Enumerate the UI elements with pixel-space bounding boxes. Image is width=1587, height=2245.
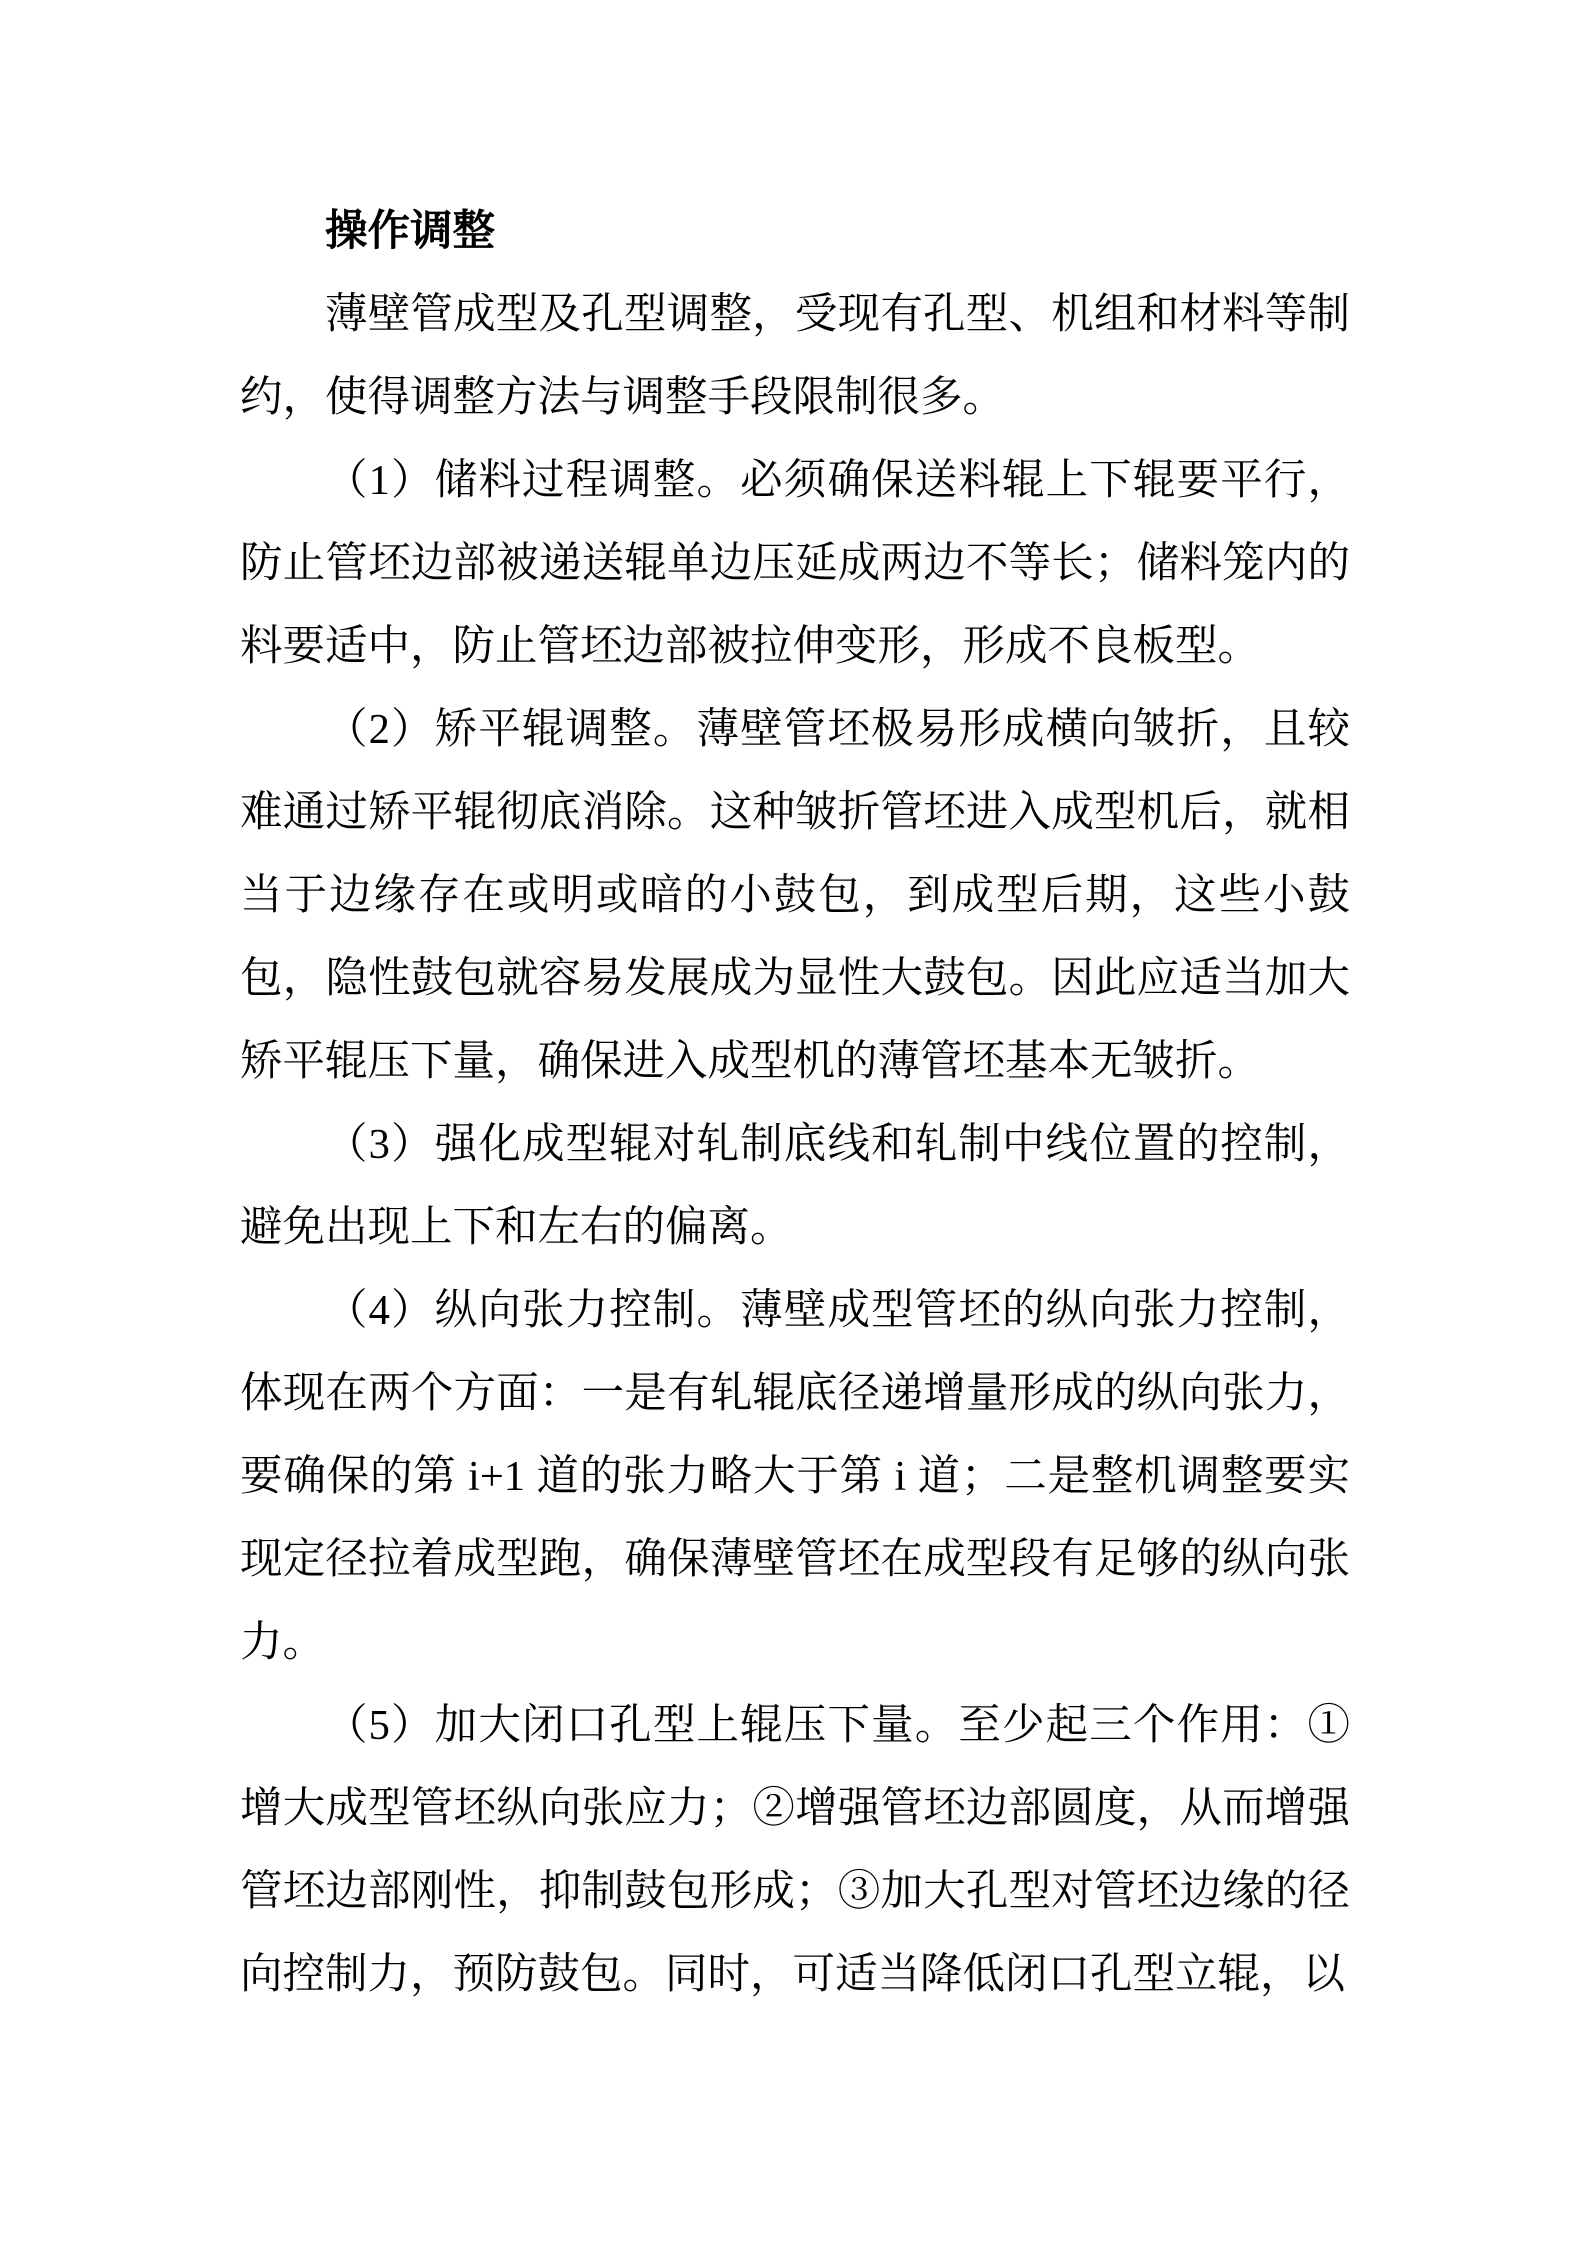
paragraph-item-4: （4）纵向张力控制。薄壁成型管坯的纵向张力控制，体现在两个方面：一是有轧辊底径递增量形成的纵向张力，要确保的第 i+1 道的张力略大于第 i 道；二是整机调整要实现定径拉着成型跑，确保薄壁管坯在成型段有足够的纵向张力。 — [240, 1287, 1350, 1666]
paragraph-item-3: （3）强化成型辊对轧制底线和轧制中线位置的控制，避免出现上下和左右的偏离。 — [240, 1121, 1350, 1251]
document-content — [240, 190, 1350, 2016]
paragraph-item-2: （2）矫平辊调整。薄壁管坯极易形成横向皱折，且较难通过矫平辊彻底消除。这种皱折管坯进入成型机后，就相当于边缘存在或明或暗的小鼓包，到成型后期，这些小鼓包，隐性鼓包就容易发展成为显性大鼓包。因此应适当加大矫平辊压下量，确保进入成型机的薄管坯基本无皱折。 — [240, 706, 1350, 1085]
paragraph-item-5: （5）加大闭口孔型上辊压下量。至少起三个作用：①增大成型管坯纵向张应力；②增强管坯边部圆度，从而增强管坯边部刚性，抑制鼓包形成；③加大孔型对管坯边缘的径向控制力，预防鼓包。同时，可适当降低闭口孔型立辊，以 — [240, 1702, 1350, 1998]
document-title: 操作调整 — [325, 208, 496, 255]
paragraph-intro: 薄壁管成型及孔型调整，受现有孔型、机组和材料等制约，使得调整方法与调整手段限制很多。 — [240, 291, 1350, 421]
paragraph-item-1: （1）储料过程调整。必须确保送料辊上下辊要平行，防止管坯边部被递送辊单边压延成两边不等长；储料笼内的料要适中，防止管坯边部被拉伸变形，形成不良板型。 — [240, 457, 1350, 670]
